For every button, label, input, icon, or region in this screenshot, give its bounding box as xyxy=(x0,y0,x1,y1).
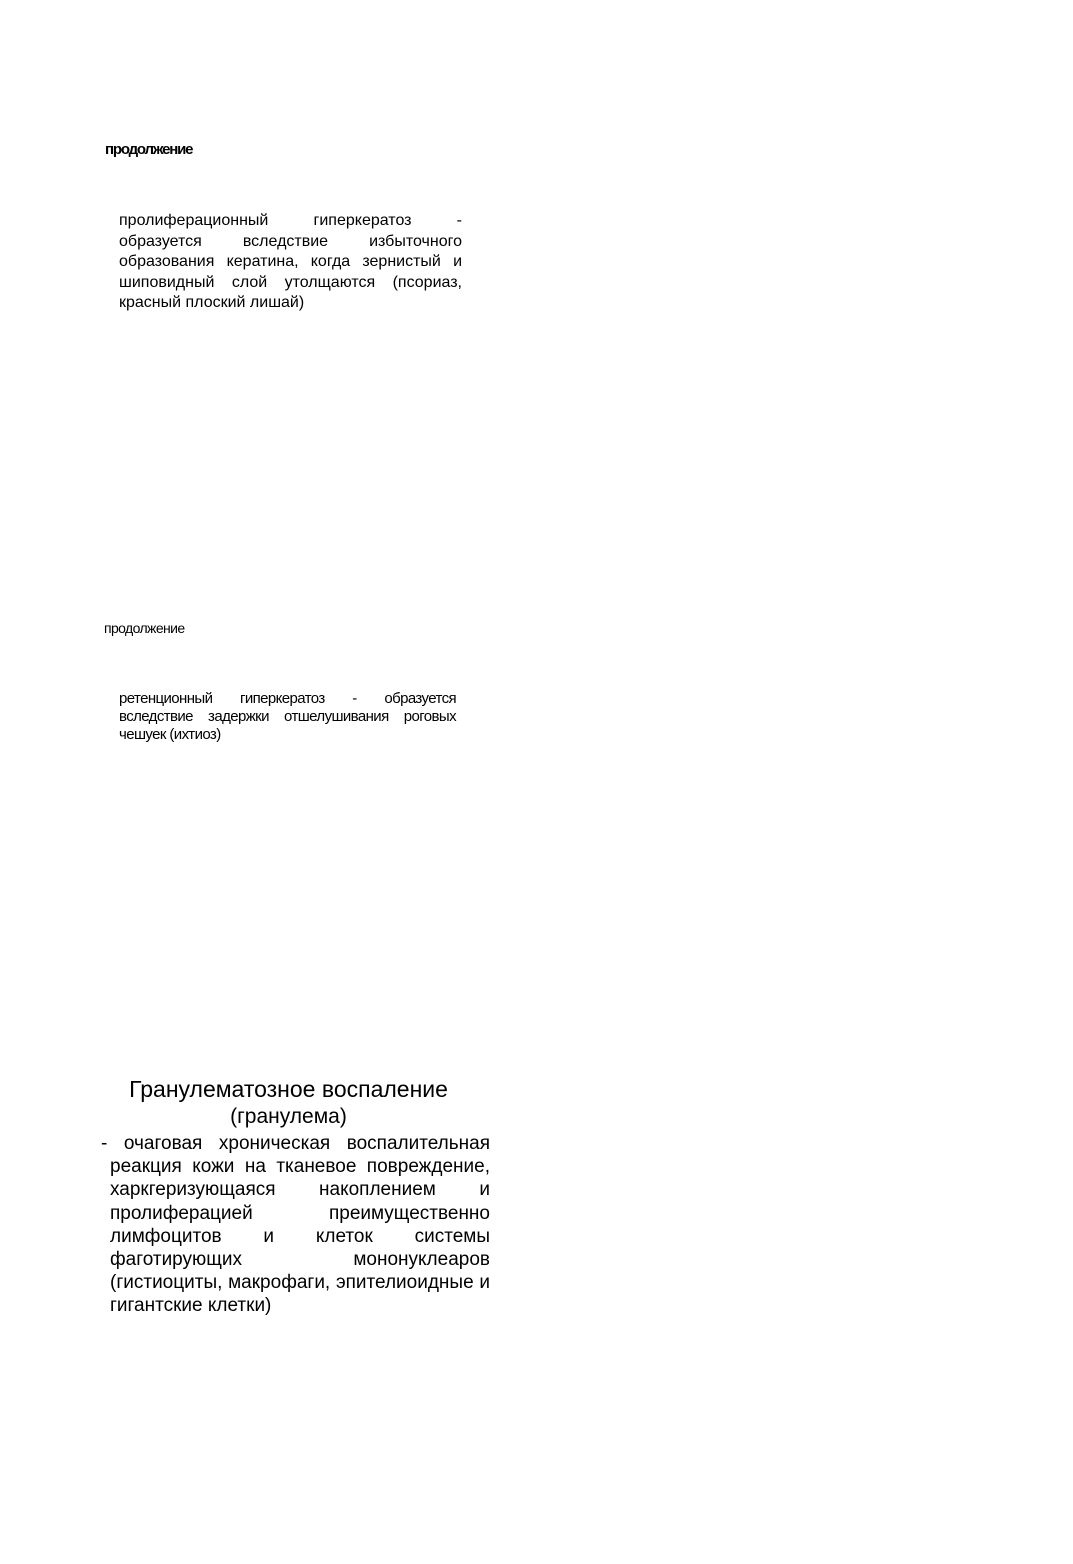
granuloma-subtitle: (гранулема) xyxy=(230,1105,347,1128)
retention-hyperkeratosis-text: ретенционный гиперкератоз - образуется вследствие задержки отшелушивания роговых чешуек (ихтиоз) xyxy=(119,690,456,743)
granulomatous-inflammation-title: Гранулематозное воспаление xyxy=(129,1076,448,1102)
continued-label-middle: продолжение xyxy=(104,620,185,636)
continued-label-top: продолжение xyxy=(105,141,193,158)
proliferative-hyperkeratosis-text: пролиферационный гиперкератоз - образуется вследствие избыточного образования кератина, когда зернистый и шиповидный слой утолщаются (псориаз, красный плоский лишай) xyxy=(119,212,462,311)
granuloma-definition-text: - очаговая хроническая воспалительная реакция кожи на тканевое повреждение, харкгеризующаяся накоплением и пролиферацией преимущественно лимфоцитов и клеток системы фаготирующих мононуклеаров (гистиоциты, макрофаги, эпителиоидные и гигантские клетки) xyxy=(101,1133,490,1317)
